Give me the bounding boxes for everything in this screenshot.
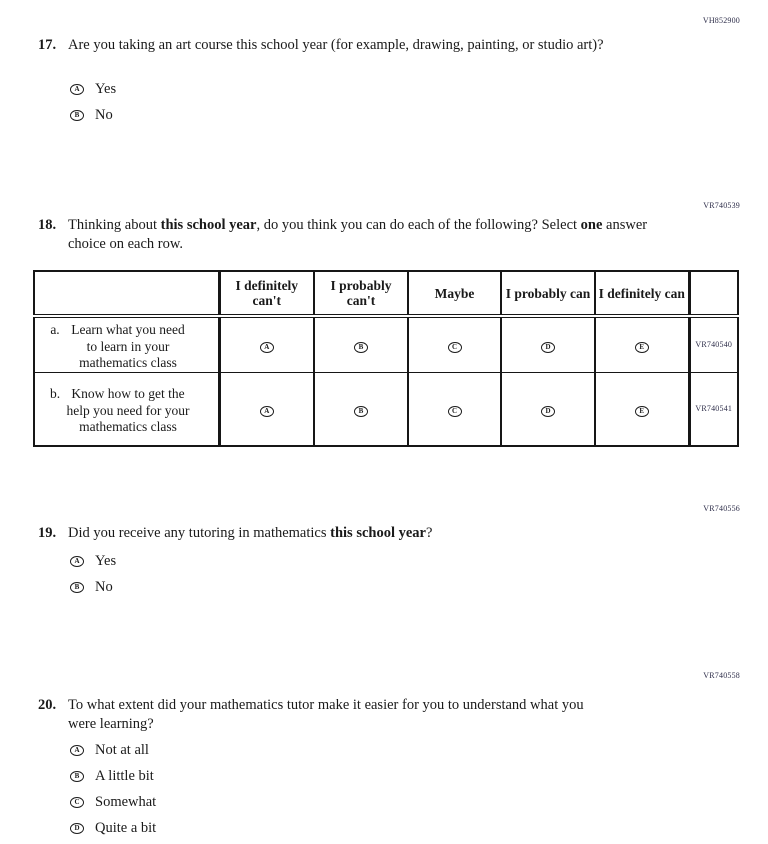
row-a-marker: a.	[50, 322, 60, 337]
row-a-label: Learn what you need to learn in your mathematics class	[71, 322, 185, 370]
row-b-marker: b.	[49, 386, 61, 401]
radio-bubble-a-icon[interactable]	[70, 556, 84, 567]
bubble-letter: D	[74, 823, 80, 832]
q20-option-not-at-all-label: Not at all	[95, 741, 149, 758]
question-18-number: 18.	[38, 217, 57, 233]
row-a-bubble-a-icon[interactable]: A	[260, 342, 274, 353]
bubble-letter: A	[74, 556, 80, 565]
row-a-bubble-b-icon[interactable]: B	[354, 342, 368, 353]
bubble-letter: B	[74, 110, 80, 119]
row-a-item-code: VR740540	[689, 316, 738, 372]
bubble-letter: A	[74, 84, 80, 93]
row-a-bubble-e-icon[interactable]: E	[635, 342, 649, 353]
question-17-text: Are you taking an art course this school year (for example, drawing, painting, or studio art)?	[68, 37, 604, 53]
row-b-label-cell	[34, 372, 219, 446]
radio-bubble-b-icon[interactable]	[70, 582, 84, 593]
header-definitely-can: I definitely can	[595, 271, 689, 316]
matrix-row-b	[34, 372, 738, 446]
header-maybe: Maybe	[408, 271, 501, 316]
row-b-bubble-b-icon[interactable]: B	[354, 406, 368, 417]
question-18	[38, 216, 653, 253]
row-a-bubble-c-icon[interactable]: C	[448, 342, 462, 353]
matrix-row-a	[34, 316, 738, 372]
question-17	[38, 36, 624, 55]
question-20-number: 20.	[38, 697, 57, 713]
row-a-bubble-d-icon[interactable]: D	[541, 342, 555, 353]
header-code-column	[689, 271, 738, 316]
q17-option-no-label: No	[95, 106, 113, 123]
q17-option-yes-label: Yes	[95, 80, 117, 97]
row-b-bubble-a-icon[interactable]: A	[260, 406, 274, 417]
header-definitely-cant: I definitely can't	[219, 271, 314, 316]
q19-option-no[interactable]	[70, 579, 113, 595]
q20-option-somewhat-label: Somewhat	[95, 793, 157, 810]
radio-bubble-d-icon[interactable]	[70, 823, 84, 834]
q19-option-no-label: No	[95, 578, 113, 595]
radio-bubble-a-icon[interactable]	[70, 84, 84, 95]
question-20	[38, 696, 603, 733]
row-b-bubble-e-icon[interactable]: E	[635, 406, 649, 417]
question-17-number: 17.	[38, 37, 57, 53]
q19-option-yes-label: Yes	[95, 552, 117, 569]
q20-option-quite-a-bit[interactable]	[70, 820, 156, 836]
question-19	[38, 524, 688, 543]
q20-option-a-little-bit-label: A little bit	[95, 767, 154, 784]
header-probably-cant: I probably can't	[314, 271, 408, 316]
item-code-q17: VH852900	[702, 16, 740, 25]
header-probably-can: I probably can	[501, 271, 595, 316]
radio-bubble-b-icon[interactable]	[70, 771, 84, 782]
radio-bubble-a-icon[interactable]	[70, 745, 84, 756]
q20-option-somewhat[interactable]	[70, 794, 156, 810]
row-b-bubble-c-icon[interactable]: C	[448, 406, 462, 417]
item-code-q20: VR740558	[703, 671, 740, 680]
radio-bubble-c-icon[interactable]	[70, 797, 84, 808]
row-b-label: Know how to get the help you need for your mathematics class	[66, 386, 190, 434]
q18-response-matrix	[33, 270, 739, 447]
radio-bubble-b-icon[interactable]	[70, 110, 84, 121]
q19-option-yes[interactable]	[70, 553, 116, 569]
question-19-text: Did you receive any tutoring in mathematics this school year?	[68, 525, 433, 541]
bubble-letter: C	[74, 797, 80, 806]
item-code-q19: VR740556	[703, 504, 740, 513]
bubble-letter: B	[74, 771, 80, 780]
q20-option-a-little-bit[interactable]	[70, 768, 154, 784]
q20-option-quite-a-bit-label: Quite a bit	[95, 819, 157, 836]
matrix-stub-header	[34, 271, 219, 316]
row-b-item-code: VR740541	[689, 372, 738, 446]
row-b-bubble-d-icon[interactable]: D	[541, 406, 555, 417]
row-a-label-cell	[34, 316, 219, 372]
bubble-letter: A	[74, 745, 80, 754]
q17-option-no[interactable]	[70, 107, 113, 123]
question-19-number: 19.	[38, 525, 57, 541]
q17-option-yes[interactable]	[70, 81, 116, 97]
bubble-letter: B	[74, 582, 80, 591]
item-code-q18: VR740539	[703, 201, 740, 210]
q20-option-not-at-all[interactable]	[70, 742, 149, 758]
matrix-header-row	[34, 271, 738, 316]
question-18-text: Thinking about this school year, do you think you can do each of the following? Select one answer choice on each row.	[68, 217, 648, 252]
question-20-text: To what extent did your mathematics tutor make it easier for you to understand what you were learning?	[68, 697, 584, 732]
